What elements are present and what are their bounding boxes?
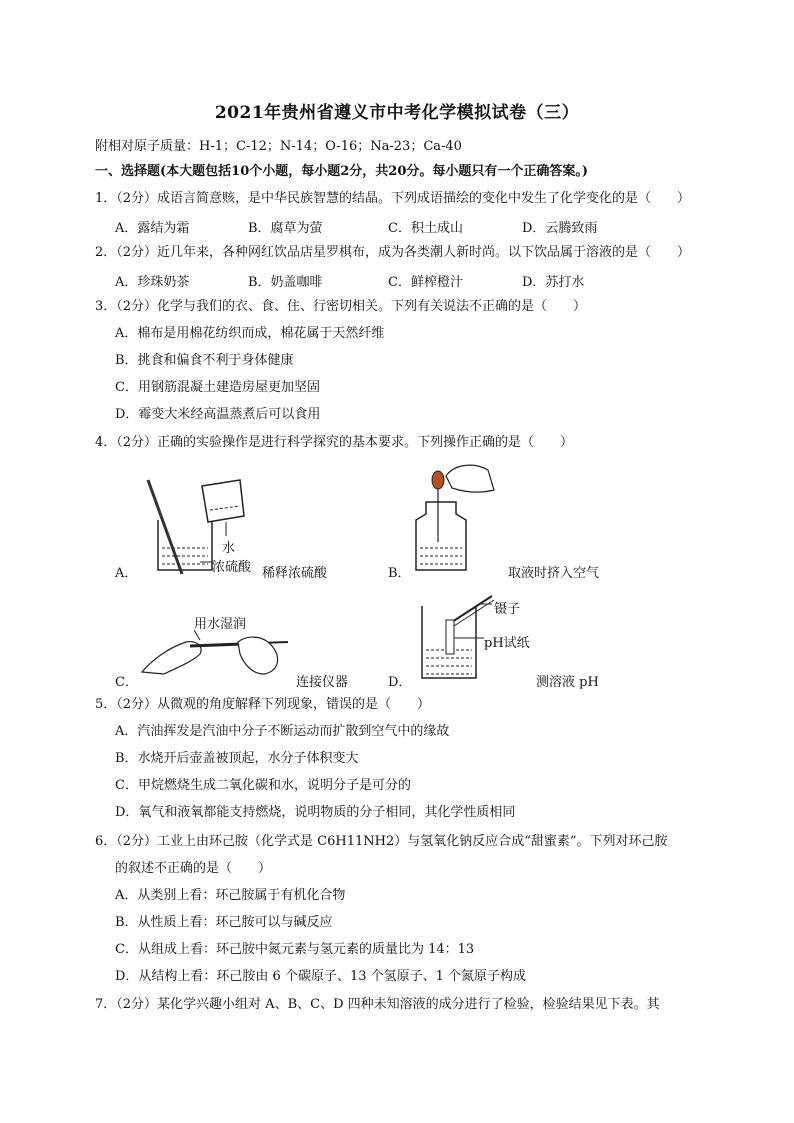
option-a: A．露结为霜 bbox=[115, 221, 190, 236]
water-label: 水 bbox=[222, 541, 236, 556]
question-6-stem-continued: 的叙述不正确的是（ ） bbox=[115, 861, 272, 876]
option-a: A．汽油挥发是汽油中分子不断运动而扩散到空气中的缘故 bbox=[115, 724, 450, 739]
ph-paper-label: pH试纸 bbox=[484, 636, 530, 651]
option-b: B．奶盖咖啡 bbox=[248, 275, 323, 290]
question-4-stem: 4．（2分）正确的实验操作是进行科学探究的基本要求。下列操作正确的是（ ） bbox=[95, 435, 574, 450]
figure-d-caption: 测溶液 pH bbox=[536, 675, 599, 690]
option-d: D．从结构上看：环己胺由 6 个碳原子、13 个氢原子、1 个氮原子构成 bbox=[115, 969, 527, 984]
dropper-bottle-illustration bbox=[408, 462, 498, 574]
figure-b-caption: 取液时挤入空气 bbox=[508, 566, 600, 581]
option-c: C．用钢筋混凝土建造房屋更加坚固 bbox=[115, 380, 320, 395]
option-d: D．苏打水 bbox=[522, 275, 585, 290]
tweezers-label: 镊子 bbox=[494, 602, 521, 617]
question-6-stem: 6．（2分）工业上由环己胺（化学式是 C6H11NH2）与氢氧化钠反应合成“甜蜜素”。下列对环己胺 bbox=[95, 834, 668, 849]
figure-a-caption: 稀释浓硫酸 bbox=[262, 566, 328, 581]
question-1-stem: 1．（2分）成语言简意赅，是中华民族智慧的结晶。下列成语描绘的变化中发生了化学变化的是（ ） bbox=[95, 191, 691, 206]
figure-d-letter: D． bbox=[388, 675, 412, 690]
option-a: A．从类别上看：环己胺属于有机化合物 bbox=[115, 888, 346, 903]
figure-b-letter: B． bbox=[388, 566, 411, 581]
option-a: A．珍珠奶茶 bbox=[115, 275, 190, 290]
option-b: B．从性质上看：环己胺可以与碱反应 bbox=[115, 915, 333, 930]
option-c: C．从组成上看：环己胺中氮元素与氢元素的质量比为 14：13 bbox=[115, 942, 475, 957]
option-d: D．霉变大米经高温蒸煮后可以食用 bbox=[115, 407, 321, 422]
option-c: C．积土成山 bbox=[388, 221, 463, 236]
option-d: D．氧气和液氧都能支持燃烧，说明物质的分子相同，其化学性质相同 bbox=[115, 805, 516, 820]
option-c: C．鲜榨橙汁 bbox=[388, 275, 463, 290]
atomic-masses: 附相对原子质量：H-1；C-12；N-14；O-16；Na-23；Ca-40 bbox=[95, 139, 462, 154]
figure-c-letter: C． bbox=[115, 675, 138, 690]
question-3-stem: 3．（2分）化学与我们的衣、食、住、行密切相关。下列有关说法不正确的是（ ） bbox=[95, 299, 587, 314]
acid-label: 浓硫酸 bbox=[212, 560, 252, 575]
option-a: A．棉布是用棉花纺织而成，棉花属于天然纤维 bbox=[115, 326, 385, 341]
option-d: D．云腾致雨 bbox=[522, 221, 598, 236]
tube-connection-illustration bbox=[138, 628, 298, 680]
option-b: B．挑食和偏食不利于身体健康 bbox=[115, 353, 294, 368]
section-heading: 一、选择题(本大题包括10个小题，每小题2分，共20分。每小题只有一个正确答案。) bbox=[95, 164, 589, 179]
question-5-stem: 5．（2分）从微观的角度解释下列现象，错误的是（ ） bbox=[95, 697, 431, 712]
page-title: 2021年贵州省遵义市中考化学模拟试卷（三） bbox=[214, 103, 580, 123]
question-7-stem: 7．（2分）某化学兴趣小组对 A、B、C、D 四种未知溶液的成分进行了检验，检验结果见下表。其 bbox=[95, 997, 660, 1012]
figure-a-letter: A． bbox=[115, 566, 138, 581]
figure-c-caption: 连接仪器 bbox=[296, 675, 349, 690]
question-2-stem: 2．（2分）近几年来，各种网红饮品店星罗棋布，成为各类潮人新时尚。以下饮品属于溶液的是（ ） bbox=[95, 245, 691, 260]
option-b: B．腐草为萤 bbox=[248, 221, 323, 236]
wet-label: 用水湿润 bbox=[194, 617, 247, 632]
option-c: C．甲烷燃烧生成二氧化碳和水，说明分子是可分的 bbox=[115, 778, 411, 793]
option-b: B．水烧开后壶盖被顶起，水分子体积变大 bbox=[115, 751, 359, 766]
